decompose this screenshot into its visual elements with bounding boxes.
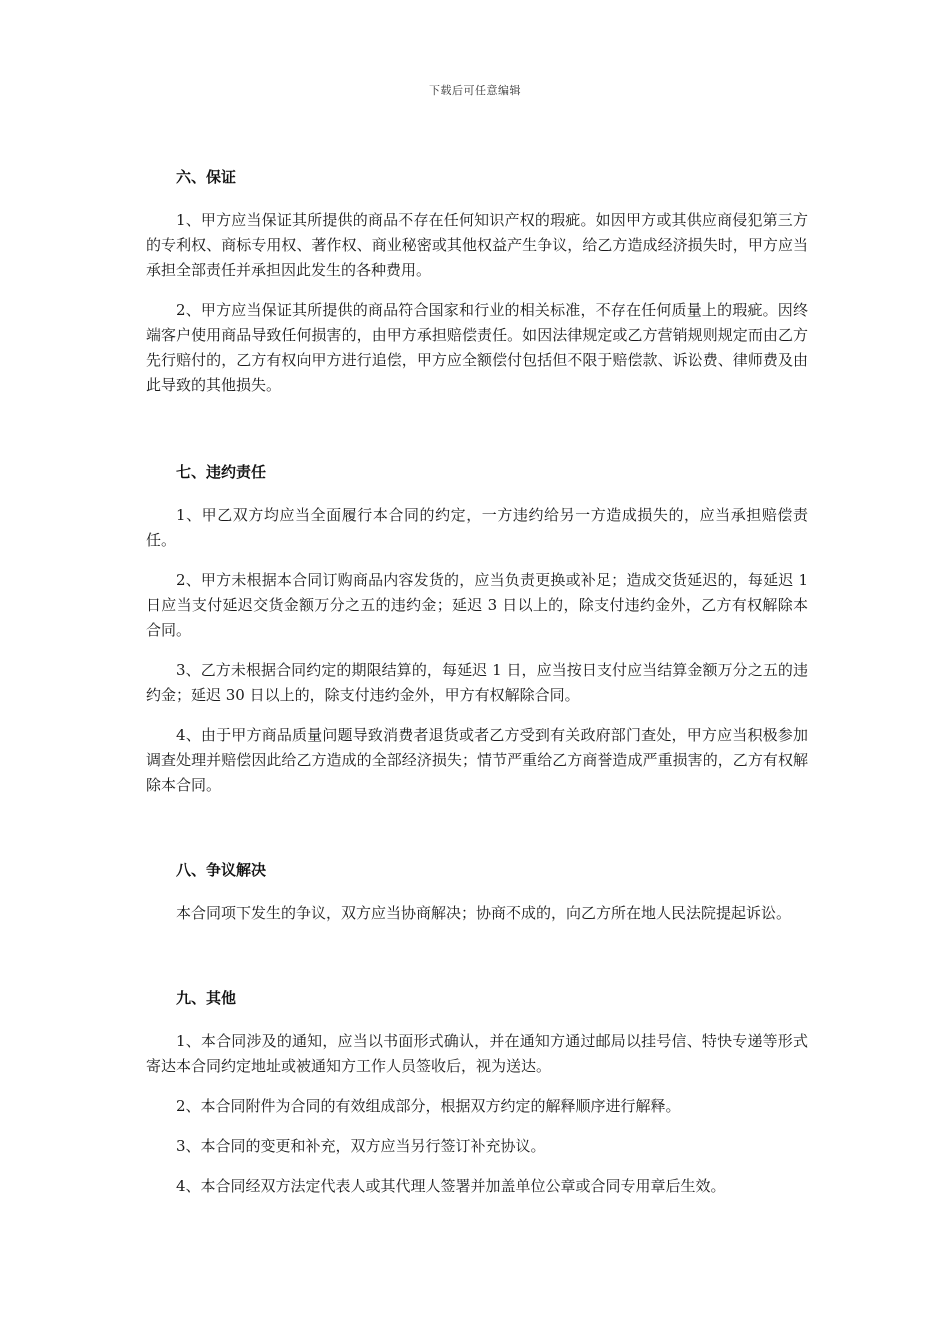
section-title: 九、其他 — [176, 989, 237, 1007]
paragraph: 本合同项下发生的争议，双方应当协商解决；协商不成的，向乙方所在地人民法院提起诉讼。 — [176, 904, 792, 922]
paragraph: 2、甲方未根据本合同订购商品内容发货的，应当负责更换或补足；造成交货延迟的，每延迟 1 日应当支付延迟交货金额万分之五的违约金；延迟 3 日以上的，除支付违约金外，乙方有权解除本合同。 — [146, 571, 808, 639]
section-title: 六、保证 — [176, 168, 237, 186]
section-guarantee — [146, 166, 808, 398]
paragraph: 3、本合同的变更和补充，双方应当另行签订补充协议。 — [176, 1137, 546, 1155]
section-title: 八、争议解决 — [176, 861, 267, 879]
header-note: 下载后可任意编辑 — [429, 84, 521, 97]
section-other — [146, 987, 808, 1199]
paragraph: 1、甲方应当保证其所提供的商品不存在任何知识产权的瑕疵。如因甲方或其供应商侵犯第三方的专利权、商标专用权、著作权、商业秘密或其他权益产生争议，给乙方造成经济损失时，甲方应当承担全部责任并承担因此发生的各种费用。 — [146, 211, 808, 279]
paragraph: 3、乙方未根据合同约定的期限结算的，每延迟 1 日，应当按日支付应当结算金额万分之五的违约金；延迟 30 日以上的，除支付违约金外，甲方有权解除合同。 — [146, 661, 808, 704]
section-title: 七、违约责任 — [176, 463, 267, 481]
section-spacer — [146, 413, 808, 461]
paragraph: 4、本合同经双方法定代表人或其代理人签署并加盖单位公章或合同专用章后生效。 — [176, 1177, 726, 1195]
paragraph: 2、甲方应当保证其所提供的商品符合国家和行业的相关标准，不存在任何质量上的瑕疵。因终端客户使用商品导致任何损害的，由甲方承担赔偿责任。如因法律规定或乙方营销规则规定而由乙方先行赔付的，乙方有权向甲方进行追偿，甲方应全额偿付包括但不限于赔偿款、诉讼费、律师费及由此导致的其他损失。 — [146, 301, 808, 394]
section-dispute — [146, 859, 808, 926]
paragraph: 2、本合同附件为合同的有效组成部分，根据双方约定的解释顺序进行解释。 — [176, 1097, 681, 1115]
section-liability — [146, 461, 808, 798]
paragraph: 4、由于甲方商品质量问题导致消费者退货或者乙方受到有关政府部门查处，甲方应当积极参加调查处理并赔偿因此给乙方造成的全部经济损失；情节严重给乙方商誉造成严重损害的，乙方有权解除本合同。 — [146, 726, 808, 794]
document-body — [146, 166, 808, 1214]
paragraph: 1、甲乙双方均应当全面履行本合同的约定，一方违约给另一方造成损失的，应当承担赔偿责任。 — [146, 506, 808, 549]
section-spacer — [146, 813, 808, 859]
section-spacer — [146, 941, 808, 987]
paragraph: 1、本合同涉及的通知，应当以书面形式确认，并在通知方通过邮局以挂号信、特快专递等形式寄达本合同约定地址或被通知方工作人员签收后，视为送达。 — [146, 1032, 808, 1075]
